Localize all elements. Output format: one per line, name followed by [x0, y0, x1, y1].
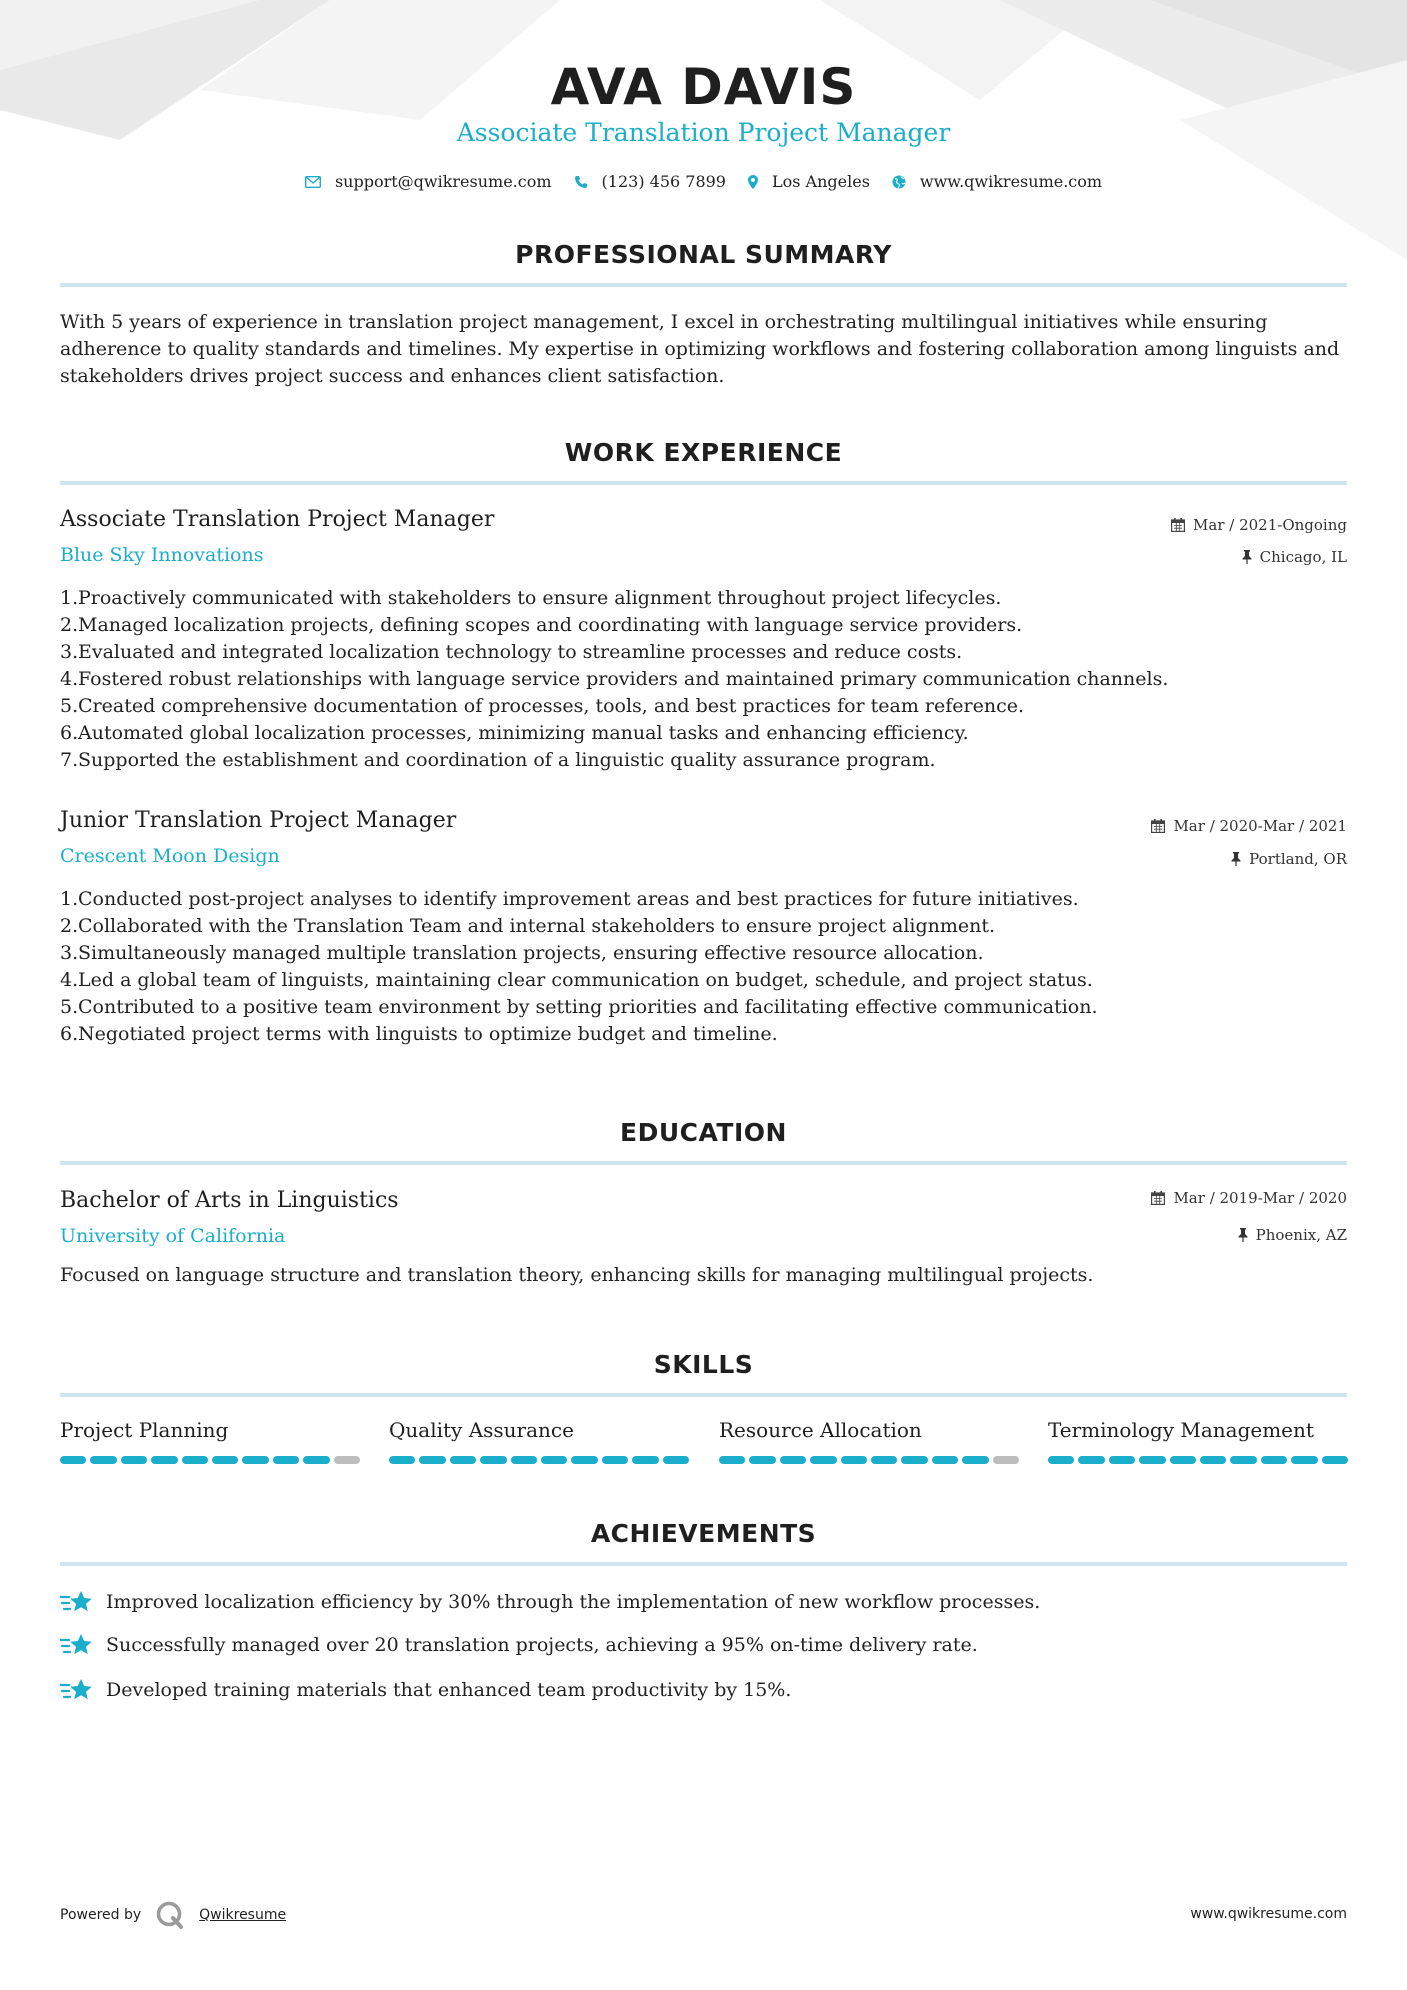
skill-level-segment: [962, 1456, 988, 1464]
qwikresume-link[interactable]: Qwikresume: [199, 1907, 287, 1923]
skill-level-segment: [273, 1456, 299, 1464]
achievement-item: [60, 1588, 1040, 1616]
job-company: Crescent Moon Design: [60, 845, 280, 867]
education-location: [1238, 1226, 1347, 1244]
job-location: [1231, 850, 1347, 868]
achievements-heading: ACHIEVEMENTS: [590, 1519, 817, 1548]
list-item: 3. Simultaneously managed multiple translation projects, ensuring effective resource allocation.: [60, 942, 984, 964]
contact-email[interactable]: [305, 172, 552, 191]
skill-level-segment: [1048, 1456, 1074, 1464]
job-bullets: [60, 585, 1350, 774]
skill-level-segment: [1109, 1456, 1135, 1464]
skill-level-segment: [212, 1456, 238, 1464]
skill-label: Terminology Management: [1048, 1418, 1314, 1442]
skill-level-segment: [1322, 1456, 1348, 1464]
list-item: 6. Automated global localization processes, minimizing manual tasks and enhancing efficiency.: [60, 722, 969, 744]
skill-level-bar: [719, 1456, 1019, 1464]
list-item: 5. Created comprehensive documentation of processes, tools, and best practices for team reference.: [60, 695, 1025, 717]
skill-level-segment: [841, 1456, 867, 1464]
skill-level-segment: [749, 1456, 775, 1464]
job-bullets: [60, 886, 1350, 1048]
skill-level-segment: [1078, 1456, 1104, 1464]
map-pin-icon: [748, 175, 758, 189]
skill-level-segment: [810, 1456, 836, 1464]
skill-level-segment: [901, 1456, 927, 1464]
contact-email-text: support@qwikresume.com: [334, 172, 552, 191]
skill-label: Resource Allocation: [719, 1418, 922, 1442]
skill-level-segment: [151, 1456, 177, 1464]
star-icon: [60, 1676, 94, 1704]
achievements-divider: [60, 1562, 1347, 1566]
skill-item: [60, 1418, 360, 1464]
skill-level-segment: [60, 1456, 86, 1464]
achievement-item: [60, 1676, 791, 1704]
skill-level-segment: [1261, 1456, 1287, 1464]
list-item: 6. Negotiated project terms with linguists to optimize budget and timeline.: [60, 1023, 778, 1045]
job-dates-text: Mar / 2021-Ongoing: [1193, 516, 1347, 534]
skill-level-segment: [541, 1456, 567, 1464]
skills-heading: SKILLS: [653, 1350, 754, 1379]
calendar-icon: [1151, 1191, 1165, 1205]
skill-level-segment: [90, 1456, 116, 1464]
education-dates-text: Mar / 2019-Mar / 2020: [1173, 1189, 1347, 1207]
experience-divider: [60, 481, 1347, 485]
skill-level-segment: [1170, 1456, 1196, 1464]
envelope-icon: [305, 176, 321, 188]
job-location-text: Portland, OR: [1249, 850, 1347, 868]
skill-level-segment: [334, 1456, 360, 1464]
skill-level-segment: [780, 1456, 806, 1464]
job-dates-text: Mar / 2020-Mar / 2021: [1173, 817, 1347, 835]
skill-level-segment: [571, 1456, 597, 1464]
globe-icon: [892, 175, 906, 189]
skill-level-segment: [719, 1456, 745, 1464]
summary-heading: PROFESSIONAL SUMMARY: [515, 240, 892, 269]
skill-level-segment: [871, 1456, 897, 1464]
school-name: University of California: [60, 1225, 286, 1247]
skills-divider: [60, 1393, 1347, 1397]
skill-level-segment: [480, 1456, 506, 1464]
list-item: 2. Managed localization projects, defining scopes and coordinating with language service providers.: [60, 614, 1023, 636]
job-dates: [1151, 817, 1347, 835]
footer-website-link[interactable]: www.qwikresume.com: [1190, 1906, 1347, 1922]
achievement-text: Developed training materials that enhanced team productivity by 15%.: [106, 1679, 792, 1701]
achievement-text: Improved localization efficiency by 30% through the implementation of new workflow processes.: [106, 1591, 1041, 1613]
skill-level-segment: [1291, 1456, 1317, 1464]
skill-level-bar: [60, 1456, 360, 1464]
degree-title: Bachelor of Arts in Linguistics: [60, 1188, 399, 1213]
list-item: 3. Evaluated and integrated localization technology to streamline processes and reduce costs.: [60, 641, 963, 663]
qwikresume-logo-icon: [155, 1900, 185, 1930]
education-description: Focused on language structure and translation theory, enhancing skills for managing multilingual projects.: [60, 1264, 1094, 1286]
job-location-text: Chicago, IL: [1259, 548, 1347, 566]
star-icon: [60, 1588, 94, 1616]
skill-item: [1048, 1418, 1348, 1464]
skill-level-segment: [303, 1456, 329, 1464]
skill-level-segment: [511, 1456, 537, 1464]
job-title: Associate Translation Project Manager: [60, 507, 495, 532]
skill-level-segment: [993, 1456, 1019, 1464]
list-item: 1. Proactively communicated with stakeholders to ensure alignment throughout project lifecycles.: [60, 587, 1002, 609]
skill-level-segment: [1200, 1456, 1226, 1464]
summary-divider: [60, 283, 1347, 287]
skill-level-segment: [419, 1456, 445, 1464]
contact-phone[interactable]: [574, 172, 726, 191]
list-item: 4. Fostered robust relationships with language service providers and maintained primary communication channels.: [60, 668, 1169, 690]
calendar-icon: [1171, 518, 1185, 532]
skill-level-segment: [182, 1456, 208, 1464]
skill-label: Project Planning: [60, 1418, 229, 1442]
achievement-text: Successfully managed over 20 translation projects, achieving a 95% on-time delivery rate.: [106, 1634, 978, 1656]
pushpin-icon: [1231, 852, 1241, 866]
list-item: 7. Supported the establishment and coordination of a linguistic quality assurance program.: [60, 749, 936, 771]
phone-icon: [574, 175, 588, 189]
skill-level-segment: [389, 1456, 415, 1464]
education-dates: [1151, 1189, 1347, 1207]
contact-location: [748, 172, 870, 191]
education-divider: [60, 1161, 1347, 1165]
candidate-role: Associate Translation Project Manager: [456, 118, 951, 147]
job-dates: [1171, 516, 1347, 534]
contact-bar: [0, 172, 1407, 191]
skill-level-segment: [450, 1456, 476, 1464]
contact-website[interactable]: [892, 172, 1102, 191]
contact-phone-text: (123) 456 7899: [601, 172, 726, 191]
skill-level-segment: [242, 1456, 268, 1464]
job-title: Junior Translation Project Manager: [60, 808, 457, 833]
summary-text: With 5 years of experience in translation project management, I excel in orchestrating multilingual initiatives while ensuring adherence to quality standards and timelines. My expertise in optimizing workflows and fostering collaboration among linguists and stakeholders drives project success and enhances client satisfaction.: [60, 311, 1340, 387]
achievement-item: [60, 1631, 978, 1659]
list-item: 2. Collaborated with the Translation Team and internal stakeholders to ensure project alignment.: [60, 915, 996, 937]
powered-by-label: Powered by: [60, 1907, 142, 1923]
skill-item: [719, 1418, 1019, 1464]
star-icon: [60, 1631, 94, 1659]
contact-website-text: www.qwikresume.com: [919, 172, 1103, 191]
experience-heading: WORK EXPERIENCE: [564, 438, 843, 467]
list-item: 5. Contributed to a positive team environment by setting priorities and facilitating effective communication.: [60, 996, 1098, 1018]
skill-level-segment: [632, 1456, 658, 1464]
skill-level-segment: [1230, 1456, 1256, 1464]
skill-level-bar: [389, 1456, 689, 1464]
job-location: [1242, 548, 1347, 566]
contact-location-text: Los Angeles: [771, 172, 870, 191]
skill-item: [389, 1418, 689, 1464]
skill-level-bar: [1048, 1456, 1348, 1464]
pushpin-icon: [1238, 1228, 1248, 1242]
skill-level-segment: [602, 1456, 628, 1464]
education-heading: EDUCATION: [620, 1118, 787, 1147]
job-company: Blue Sky Innovations: [60, 544, 264, 566]
footer-powered-by: [60, 1900, 286, 1930]
pushpin-icon: [1242, 550, 1252, 564]
skill-level-segment: [1139, 1456, 1165, 1464]
skill-level-segment: [932, 1456, 958, 1464]
candidate-name: AVA DAVIS: [550, 58, 857, 116]
education-location-text: Phoenix, AZ: [1255, 1226, 1347, 1244]
skill-label: Quality Assurance: [389, 1418, 574, 1442]
list-item: 1. Conducted post-project analyses to identify improvement areas and best practices for future initiatives.: [60, 888, 1079, 910]
skill-level-segment: [121, 1456, 147, 1464]
calendar-icon: [1151, 819, 1165, 833]
list-item: 4. Led a global team of linguists, maintaining clear communication on budget, schedule, and project status.: [60, 969, 1093, 991]
skill-level-segment: [663, 1456, 689, 1464]
